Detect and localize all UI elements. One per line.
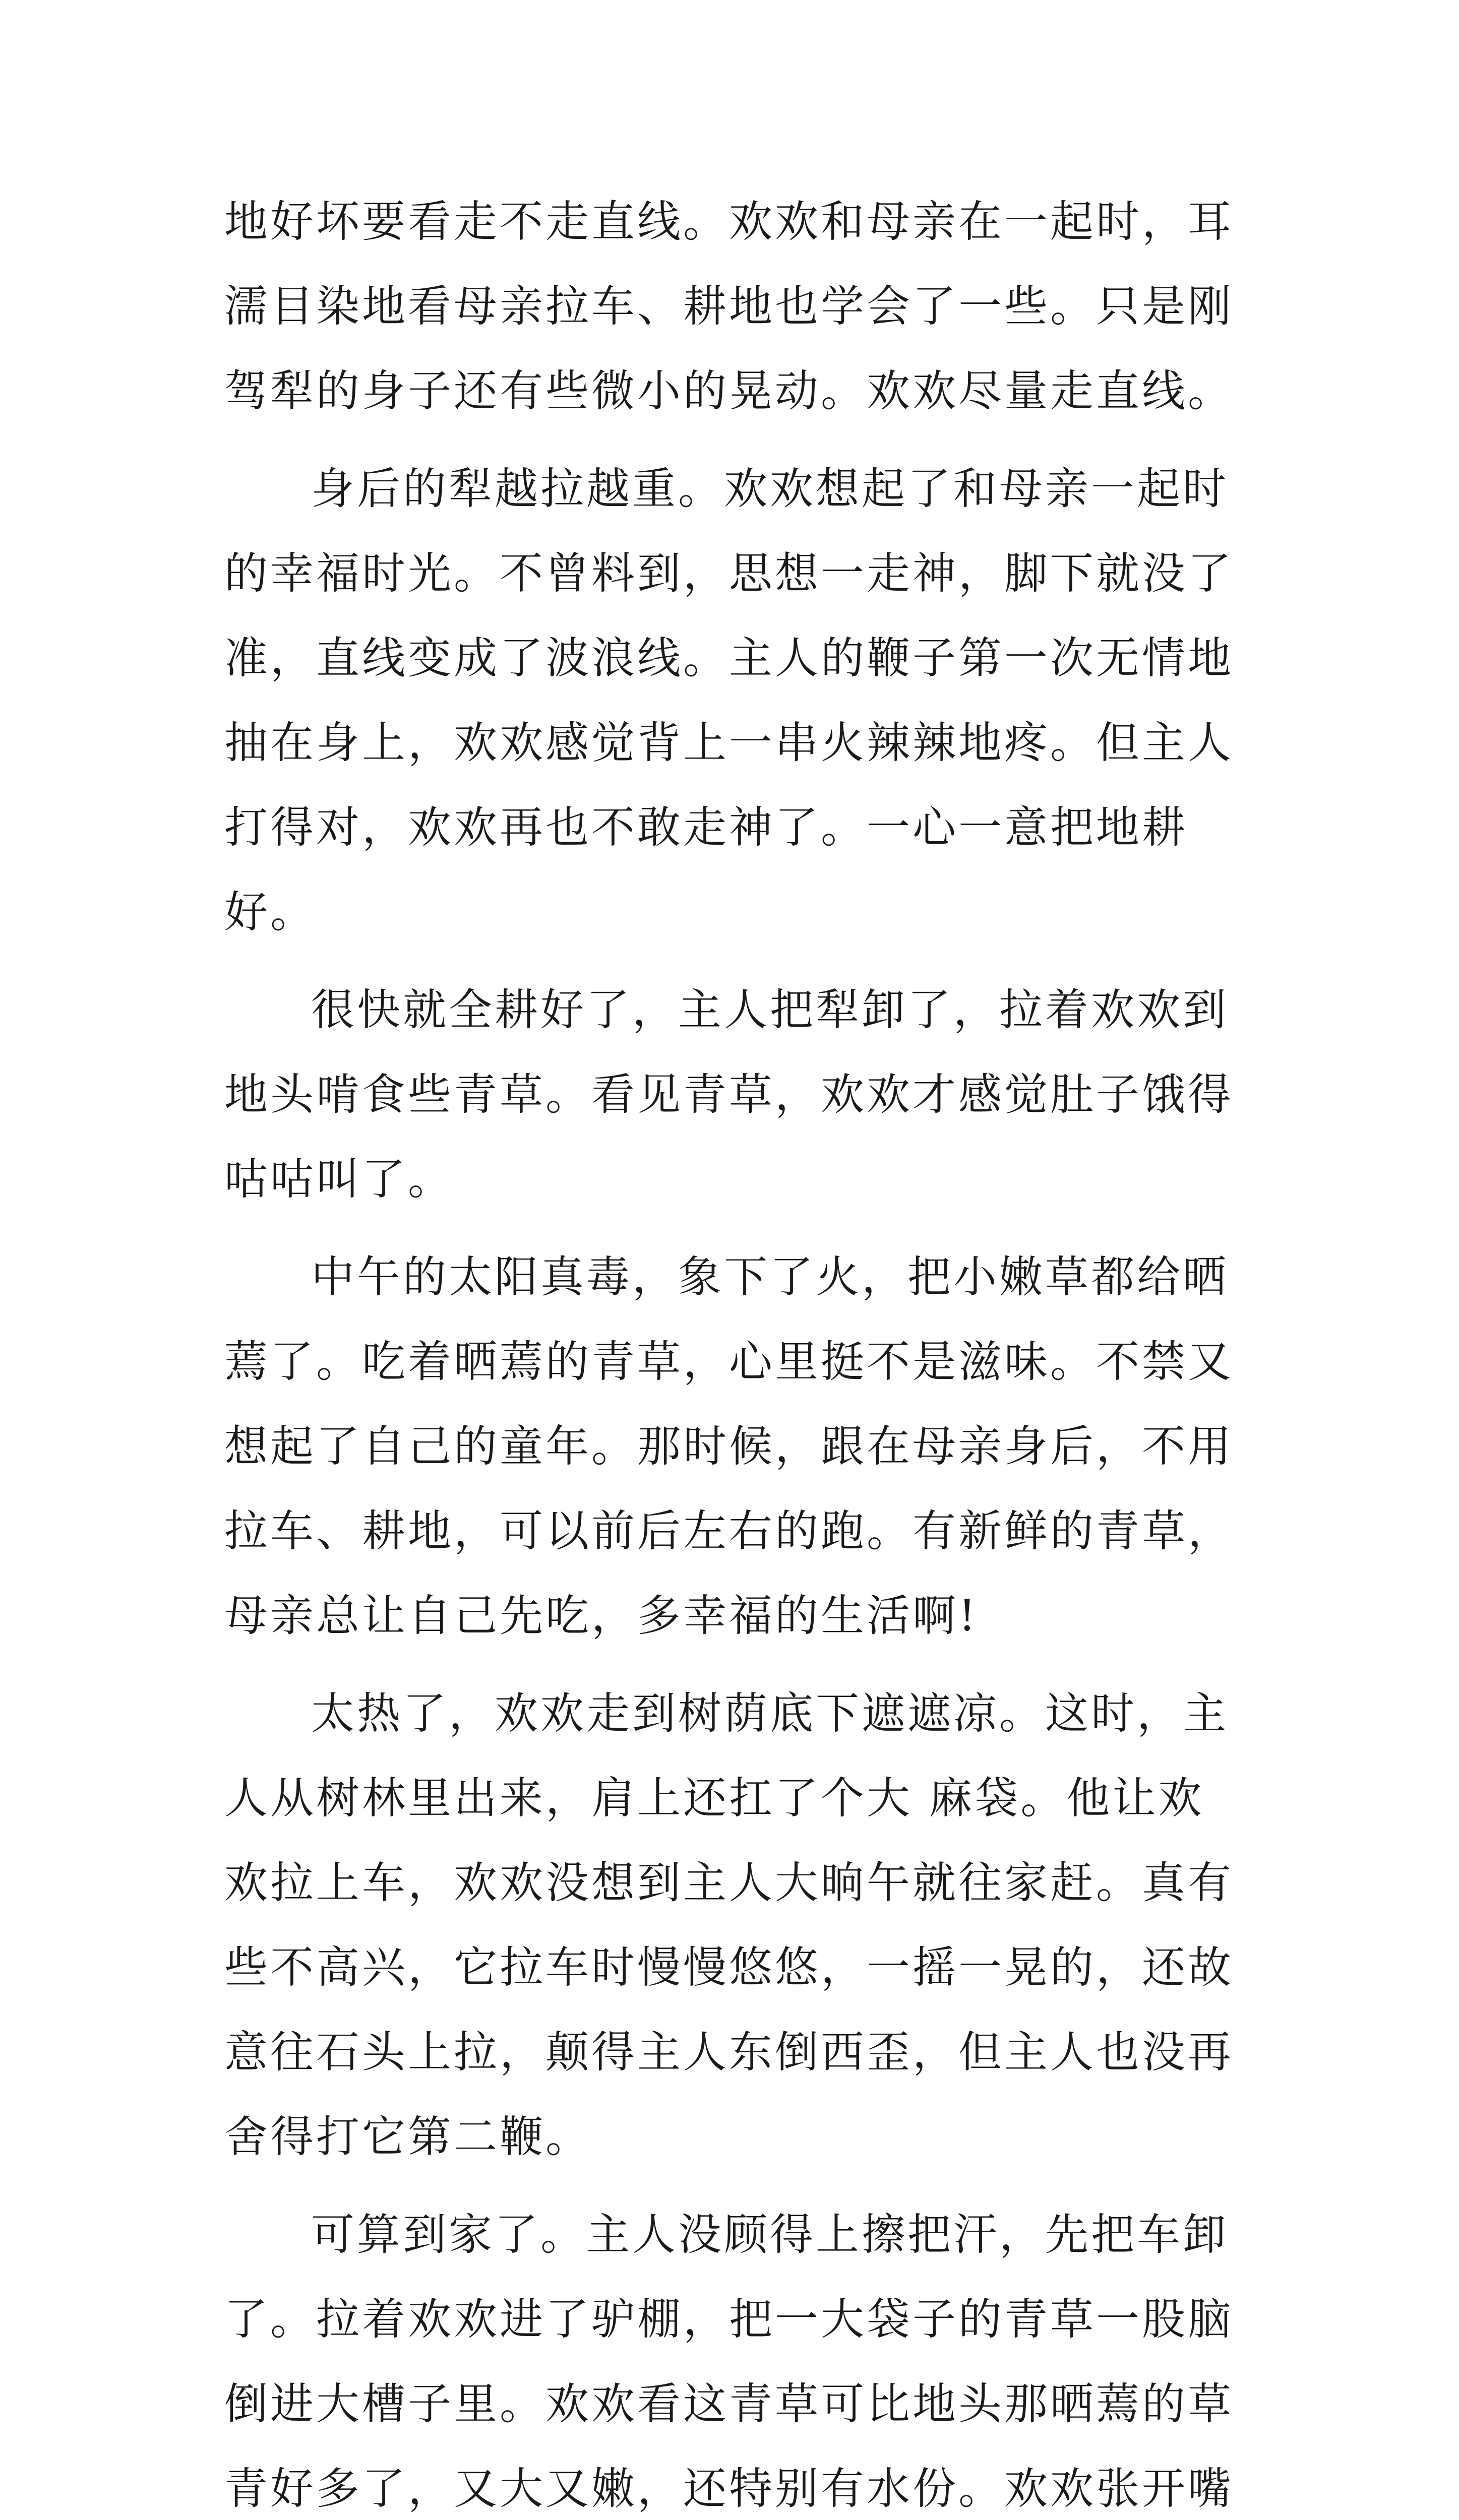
paragraph: 可算到家了。主人没顾得上擦把汗，先把车卸了。拉着欢欢进了驴棚，把一大袋子的青草一股脑倒进大槽子里。欢欢看这青草可比地头那晒蔫的草青好多了，又大又嫩，还特别有水份。欢欢张开嘴: [224, 2210, 1234, 2514]
paragraph: 地好坏要看走不走直线。欢欢和母亲在一起时，耳濡目染地看母亲拉车、耕地也学会了一些。只是刚驾犁的身子还有些微小的晃动。欢欢尽量走直线。: [224, 197, 1234, 416]
paragraph: 很快就全耕好了，主人把犁卸了，拉着欢欢到地头啃食些青草。看见青草，欢欢才感觉肚子饿得咕咕叫了。: [224, 985, 1234, 1205]
paragraph: 太热了，欢欢走到树荫底下遮遮凉。这时，主人从树林里出来，肩上还扛了个大 麻袋。他让欢欢拉上车，欢欢没想到主人大晌午就往家赶。真有些不高兴，它拉车时慢慢悠悠，一摇一晃的，还故意往石头上拉，颠得主人东倒西歪，但主人也没再舍得打它第二鞭。: [224, 1688, 1234, 2162]
paragraph: 身后的犁越拉越重。欢欢想起了和母亲一起时的幸福时光。不曾料到，思想一走神，脚下就没了准，直线变成了波浪线。主人的鞭子第一次无情地抽在身上，欢欢感觉背上一串火辣辣地疼。但主人打得对，欢欢再也不敢走神了。一心一意把地耕好。: [224, 464, 1234, 937]
body-text: [224, 179, 1248, 2520]
paragraph: 中午的太阳真毒，象下了火，把小嫩草都给晒蔫了。吃着晒蔫的青草，心里挺不是滋味。不禁又想起了自己的童年。那时候，跟在母亲身后，不用拉车、耕地，可以前后左右的跑。有新鲜的青草，母亲总让自己先吃，多幸福的生活啊!: [224, 1252, 1234, 1641]
